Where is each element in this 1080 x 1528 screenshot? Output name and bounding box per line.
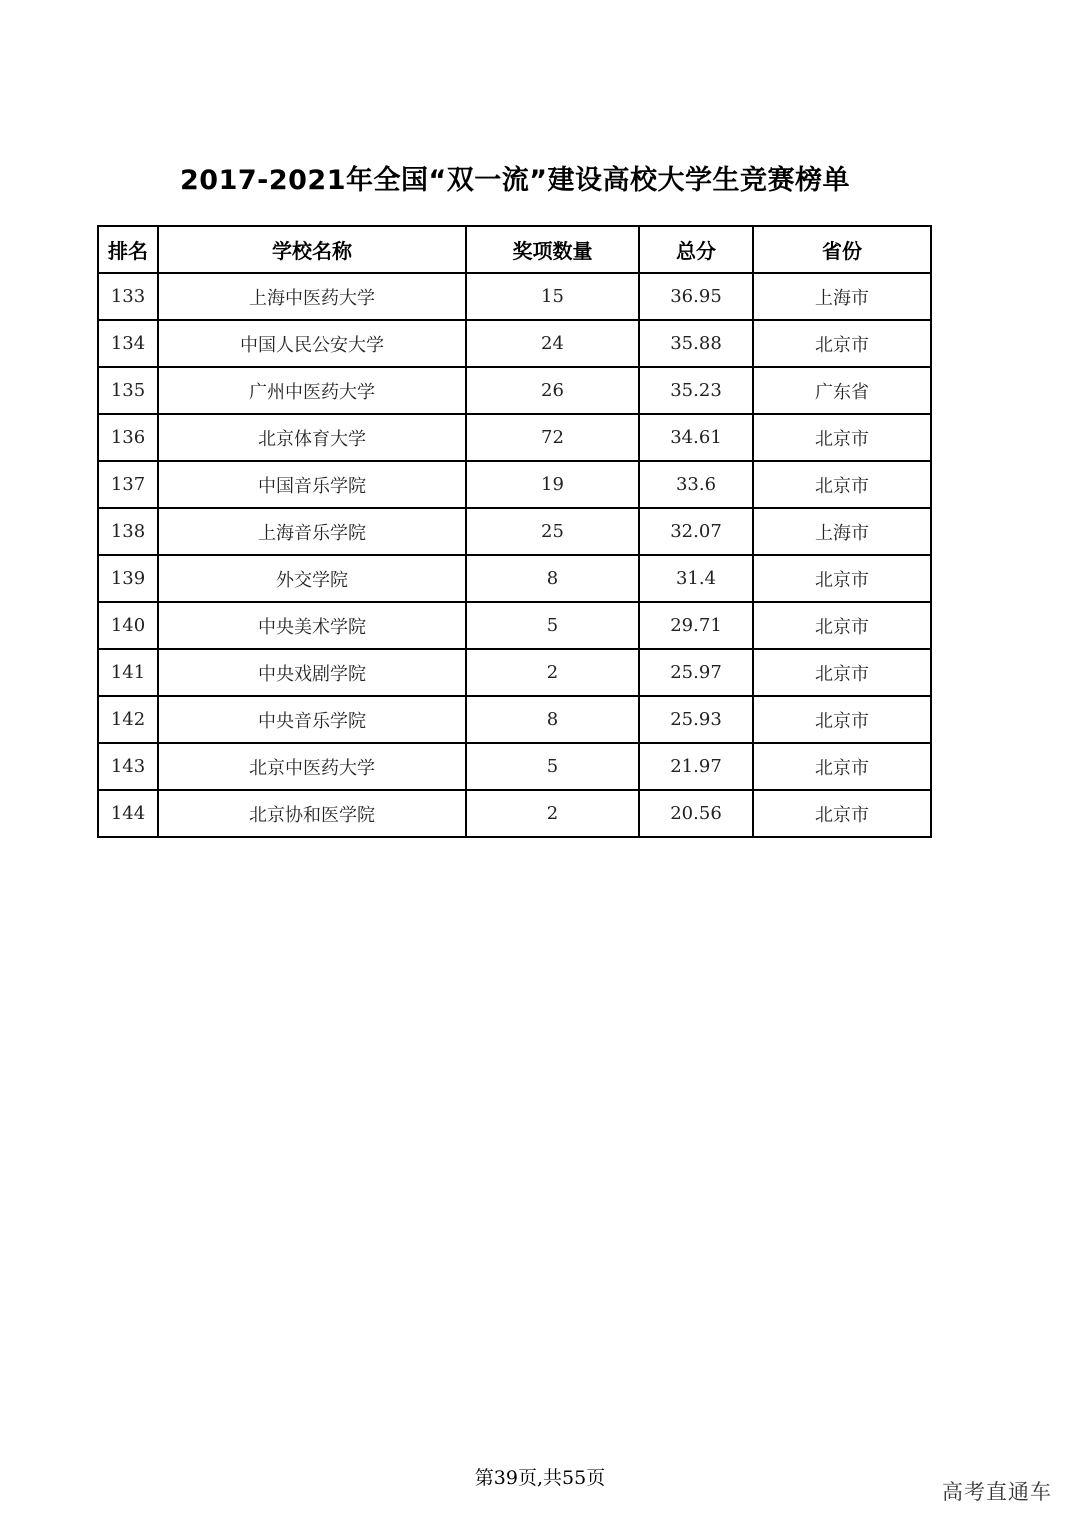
cell-awards: 19: [466, 461, 639, 508]
cell-province: 北京市: [753, 790, 931, 837]
page-number-footer: 第39页,共55页: [474, 1467, 606, 1489]
watermark-text: 高考直通车: [942, 1480, 1052, 1504]
table-row: [98, 367, 931, 414]
header-province: 省份: [753, 226, 931, 273]
cell-awards: 25: [466, 508, 639, 555]
header-school: 学校名称: [158, 226, 466, 273]
cell-school: 上海音乐学院: [158, 508, 466, 555]
cell-province: 北京市: [753, 320, 931, 367]
table-row: [98, 602, 931, 649]
cell-score: 34.61: [639, 414, 753, 461]
cell-rank: 144: [98, 790, 158, 837]
page-title: 2017-2021年全国“双一流”建设高校大学生竞赛榜单: [180, 165, 850, 196]
cell-score: 32.07: [639, 508, 753, 555]
cell-score: 25.93: [639, 696, 753, 743]
cell-score: 31.4: [639, 555, 753, 602]
cell-school: 中国音乐学院: [158, 461, 466, 508]
table-row: [98, 461, 931, 508]
cell-score: 35.88: [639, 320, 753, 367]
table-row: [98, 696, 931, 743]
cell-score: 33.6: [639, 461, 753, 508]
cell-province: 上海市: [753, 508, 931, 555]
cell-province: 北京市: [753, 602, 931, 649]
cell-rank: 137: [98, 461, 158, 508]
cell-rank: 135: [98, 367, 158, 414]
cell-rank: 139: [98, 555, 158, 602]
cell-school: 中央音乐学院: [158, 696, 466, 743]
cell-rank: 133: [98, 273, 158, 320]
cell-rank: 140: [98, 602, 158, 649]
cell-awards: 15: [466, 273, 639, 320]
cell-school: 外交学院: [158, 555, 466, 602]
cell-province: 广东省: [753, 367, 931, 414]
cell-awards: 24: [466, 320, 639, 367]
cell-awards: 5: [466, 602, 639, 649]
cell-score: 21.97: [639, 743, 753, 790]
cell-awards: 72: [466, 414, 639, 461]
cell-awards: 5: [466, 743, 639, 790]
cell-province: 北京市: [753, 696, 931, 743]
cell-rank: 138: [98, 508, 158, 555]
table-header-row: [98, 226, 931, 273]
cell-rank: 136: [98, 414, 158, 461]
table-row: [98, 320, 931, 367]
cell-province: 北京市: [753, 414, 931, 461]
header-awards: 奖项数量: [466, 226, 639, 273]
cell-school: 广州中医药大学: [158, 367, 466, 414]
ranking-table: [97, 225, 932, 838]
cell-school: 中国人民公安大学: [158, 320, 466, 367]
cell-school: 上海中医药大学: [158, 273, 466, 320]
cell-province: 上海市: [753, 273, 931, 320]
cell-score: 35.23: [639, 367, 753, 414]
table-row: [98, 273, 931, 320]
cell-school: 北京中医药大学: [158, 743, 466, 790]
cell-rank: 142: [98, 696, 158, 743]
table-row: [98, 649, 931, 696]
table-row: [98, 555, 931, 602]
header-score: 总分: [639, 226, 753, 273]
cell-rank: 134: [98, 320, 158, 367]
table-row: [98, 743, 931, 790]
table-row: [98, 508, 931, 555]
table-row: [98, 414, 931, 461]
cell-province: 北京市: [753, 461, 931, 508]
cell-school: 北京协和医学院: [158, 790, 466, 837]
cell-score: 20.56: [639, 790, 753, 837]
cell-school: 中央戏剧学院: [158, 649, 466, 696]
table-row: [98, 790, 931, 837]
cell-school: 中央美术学院: [158, 602, 466, 649]
cell-province: 北京市: [753, 743, 931, 790]
cell-province: 北京市: [753, 649, 931, 696]
cell-score: 29.71: [639, 602, 753, 649]
cell-awards: 8: [466, 555, 639, 602]
cell-rank: 141: [98, 649, 158, 696]
cell-awards: 2: [466, 790, 639, 837]
cell-awards: 2: [466, 649, 639, 696]
cell-school: 北京体育大学: [158, 414, 466, 461]
cell-score: 25.97: [639, 649, 753, 696]
cell-rank: 143: [98, 743, 158, 790]
cell-province: 北京市: [753, 555, 931, 602]
header-rank: 排名: [98, 226, 158, 273]
cell-score: 36.95: [639, 273, 753, 320]
cell-awards: 26: [466, 367, 639, 414]
cell-awards: 8: [466, 696, 639, 743]
